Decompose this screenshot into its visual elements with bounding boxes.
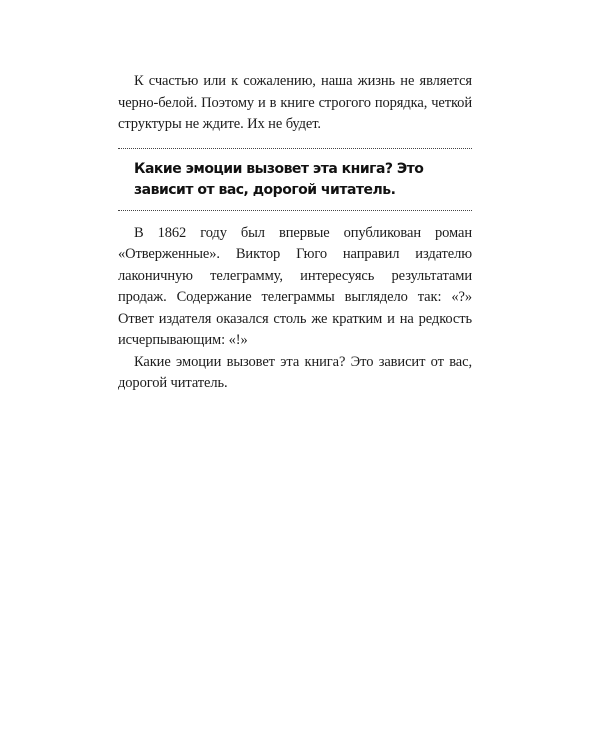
dotted-divider-top [118, 148, 472, 149]
book-page [118, 71, 472, 395]
intro-paragraph: К счастью или к сожалению, наша жизнь не является черно-белой. Поэтому и в книге строгого порядка, четкой структуры не ждите. Их не будет. [118, 73, 472, 132]
callout-text: Какие эмоции вызовет эта книга? Это зависит от вас, дорогой читатель. [134, 160, 424, 198]
dotted-divider-bottom [118, 210, 472, 211]
body-paragraph-2: Какие эмоции вызовет эта книга? Это зависит от вас, дорогой читатель. [118, 353, 472, 391]
body-paragraph-1: В 1862 году был впервые опубликован роман «Отверженные». Виктор Гюго направил издателю лаконичную телеграмму, интересуясь результатами продаж. Содержание телеграммы выглядело так: «?» Ответ издателя оказался столь же кратким и на редкость исчерпывающим: «!» [118, 224, 472, 348]
body-text [118, 223, 472, 395]
